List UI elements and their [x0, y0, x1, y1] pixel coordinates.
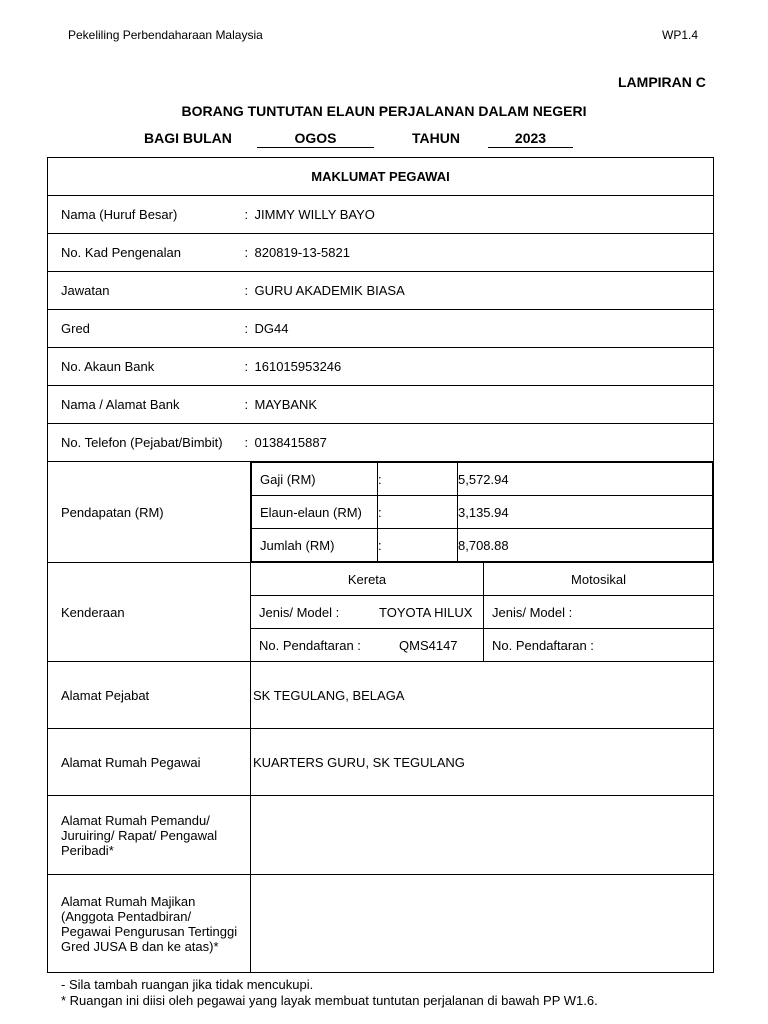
- colon: :: [244, 321, 249, 336]
- pendapatan-subtable: [251, 462, 713, 562]
- gaji-value: 5,572.94: [458, 463, 713, 496]
- pendapatan-label: Pendapatan (RM): [48, 462, 251, 563]
- field-label: Gred: [48, 310, 251, 348]
- majikan-line: Pegawai Pengurusan Tertinggi: [61, 923, 238, 939]
- pendapatan-jumlah-row: [252, 529, 713, 562]
- gaji-label: Gaji (RM): [252, 463, 378, 496]
- alamat-pejabat-label: Alamat Pejabat: [48, 662, 251, 729]
- field-row-kad-pengenalan: [48, 234, 714, 272]
- field-row-gred: [48, 310, 714, 348]
- field-value: MAYBANK: [254, 397, 318, 412]
- alamat-pemandu-value[interactable]: [251, 796, 714, 875]
- pemandu-line: Peribadi*: [61, 842, 114, 858]
- header-left-text: Pekeliling Perbendaharaan Malaysia: [68, 28, 263, 42]
- alamat-pemandu-row: [48, 796, 714, 875]
- colon: :: [378, 496, 458, 529]
- note-ruangan-diisi: * Ruangan ini diisi oleh pegawai yang layak membuat tuntutan perjalanan di bawah PP W1.6.: [61, 993, 598, 1008]
- field-value: 820819-13-5821: [254, 245, 350, 260]
- note-tambah-ruangan: - Sila tambah ruangan jika tidak mencukupi.: [61, 977, 314, 992]
- kereta-daftar-label: No. Pendaftaran :: [259, 637, 361, 653]
- field-row-nama: [48, 196, 714, 234]
- alamat-rumah-label: Alamat Rumah Pegawai: [48, 729, 251, 796]
- pemandu-line: Juruiring/ Rapat/ Pengawal: [61, 827, 218, 843]
- colon: :: [244, 283, 249, 298]
- alamat-pejabat-value: SK TEGULANG, BELAGA: [251, 662, 714, 729]
- field-label: No. Akaun Bank: [48, 348, 251, 386]
- motosikal-heading: Motosikal: [484, 563, 714, 596]
- colon: :: [378, 463, 458, 496]
- majikan-line: (Anggota Pentadbiran/: [61, 908, 192, 924]
- field-label: Nama / Alamat Bank: [48, 386, 251, 424]
- moto-jenis-label: Jenis/ Model :: [484, 596, 714, 629]
- tahun-label: TAHUN: [412, 130, 460, 146]
- field-label: Jawatan: [48, 272, 251, 310]
- pemandu-line: Alamat Rumah Pemandu/: [61, 812, 210, 828]
- lampiran-label: LAMPIRAN C: [618, 74, 706, 90]
- kereta-jenis-label: Jenis/ Model :: [259, 604, 340, 620]
- field-value: 161015953246: [254, 359, 342, 374]
- field-value: GURU AKADEMIK BIASA: [254, 283, 405, 298]
- colon: :: [244, 245, 249, 260]
- kereta-jenis-value: TOYOTA HILUX: [379, 604, 473, 620]
- kenderaan-label: Kenderaan: [48, 563, 251, 662]
- section-title: MAKLUMAT PEGAWAI: [48, 158, 714, 196]
- kenderaan-header-row: [48, 563, 714, 596]
- field-row-alamat-bank: [48, 386, 714, 424]
- field-row-telefon: [48, 424, 714, 462]
- colon: :: [244, 207, 249, 222]
- field-label: No. Kad Pengenalan: [48, 234, 251, 272]
- majikan-line: Alamat Rumah Majikan: [61, 893, 196, 909]
- colon: :: [244, 397, 249, 412]
- elaun-label: Elaun-elaun (RM): [252, 496, 378, 529]
- field-value: JIMMY WILLY BAYO: [254, 207, 375, 222]
- moto-daftar-label: No. Pendaftaran :: [484, 629, 714, 662]
- colon: :: [378, 529, 458, 562]
- form-title: BORANG TUNTUTAN ELAUN PERJALANAN DALAM NEGERI: [181, 103, 587, 119]
- alamat-pemandu-label: [48, 796, 251, 875]
- bulan-label: BAGI BULAN: [144, 130, 232, 146]
- kereta-daftar-value: QMS4147: [399, 637, 458, 653]
- bulan-value: OGOS: [257, 130, 374, 148]
- jumlah-value: 8,708.88: [458, 529, 713, 562]
- field-value: 0138415887: [254, 435, 327, 450]
- alamat-majikan-label: [48, 875, 251, 973]
- pendapatan-gaji-row: [252, 463, 713, 496]
- elaun-value: 3,135.94: [458, 496, 713, 529]
- colon: :: [244, 435, 249, 450]
- pendapatan-elaun-row: [252, 496, 713, 529]
- jumlah-label: Jumlah (RM): [252, 529, 378, 562]
- header-right-code: WP1.4: [662, 28, 699, 42]
- maklumat-pegawai-table: [47, 157, 714, 973]
- tahun-value: 2023: [488, 130, 573, 148]
- alamat-majikan-row: [48, 875, 714, 973]
- colon: :: [244, 359, 249, 374]
- alamat-rumah-value: KUARTERS GURU, SK TEGULANG: [251, 729, 714, 796]
- kereta-heading: Kereta: [251, 563, 484, 596]
- field-row-jawatan: [48, 272, 714, 310]
- field-value: DG44: [254, 321, 289, 336]
- majikan-line: Gred JUSA B dan ke atas)*: [61, 938, 219, 954]
- field-row-akaun-bank: [48, 348, 714, 386]
- field-label: Nama (Huruf Besar): [48, 196, 251, 234]
- field-label: No. Telefon (Pejabat/Bimbit): [48, 424, 251, 462]
- alamat-rumah-row: [48, 729, 714, 796]
- pendapatan-row: [48, 462, 714, 563]
- alamat-pejabat-row: [48, 662, 714, 729]
- alamat-majikan-value[interactable]: [251, 875, 714, 973]
